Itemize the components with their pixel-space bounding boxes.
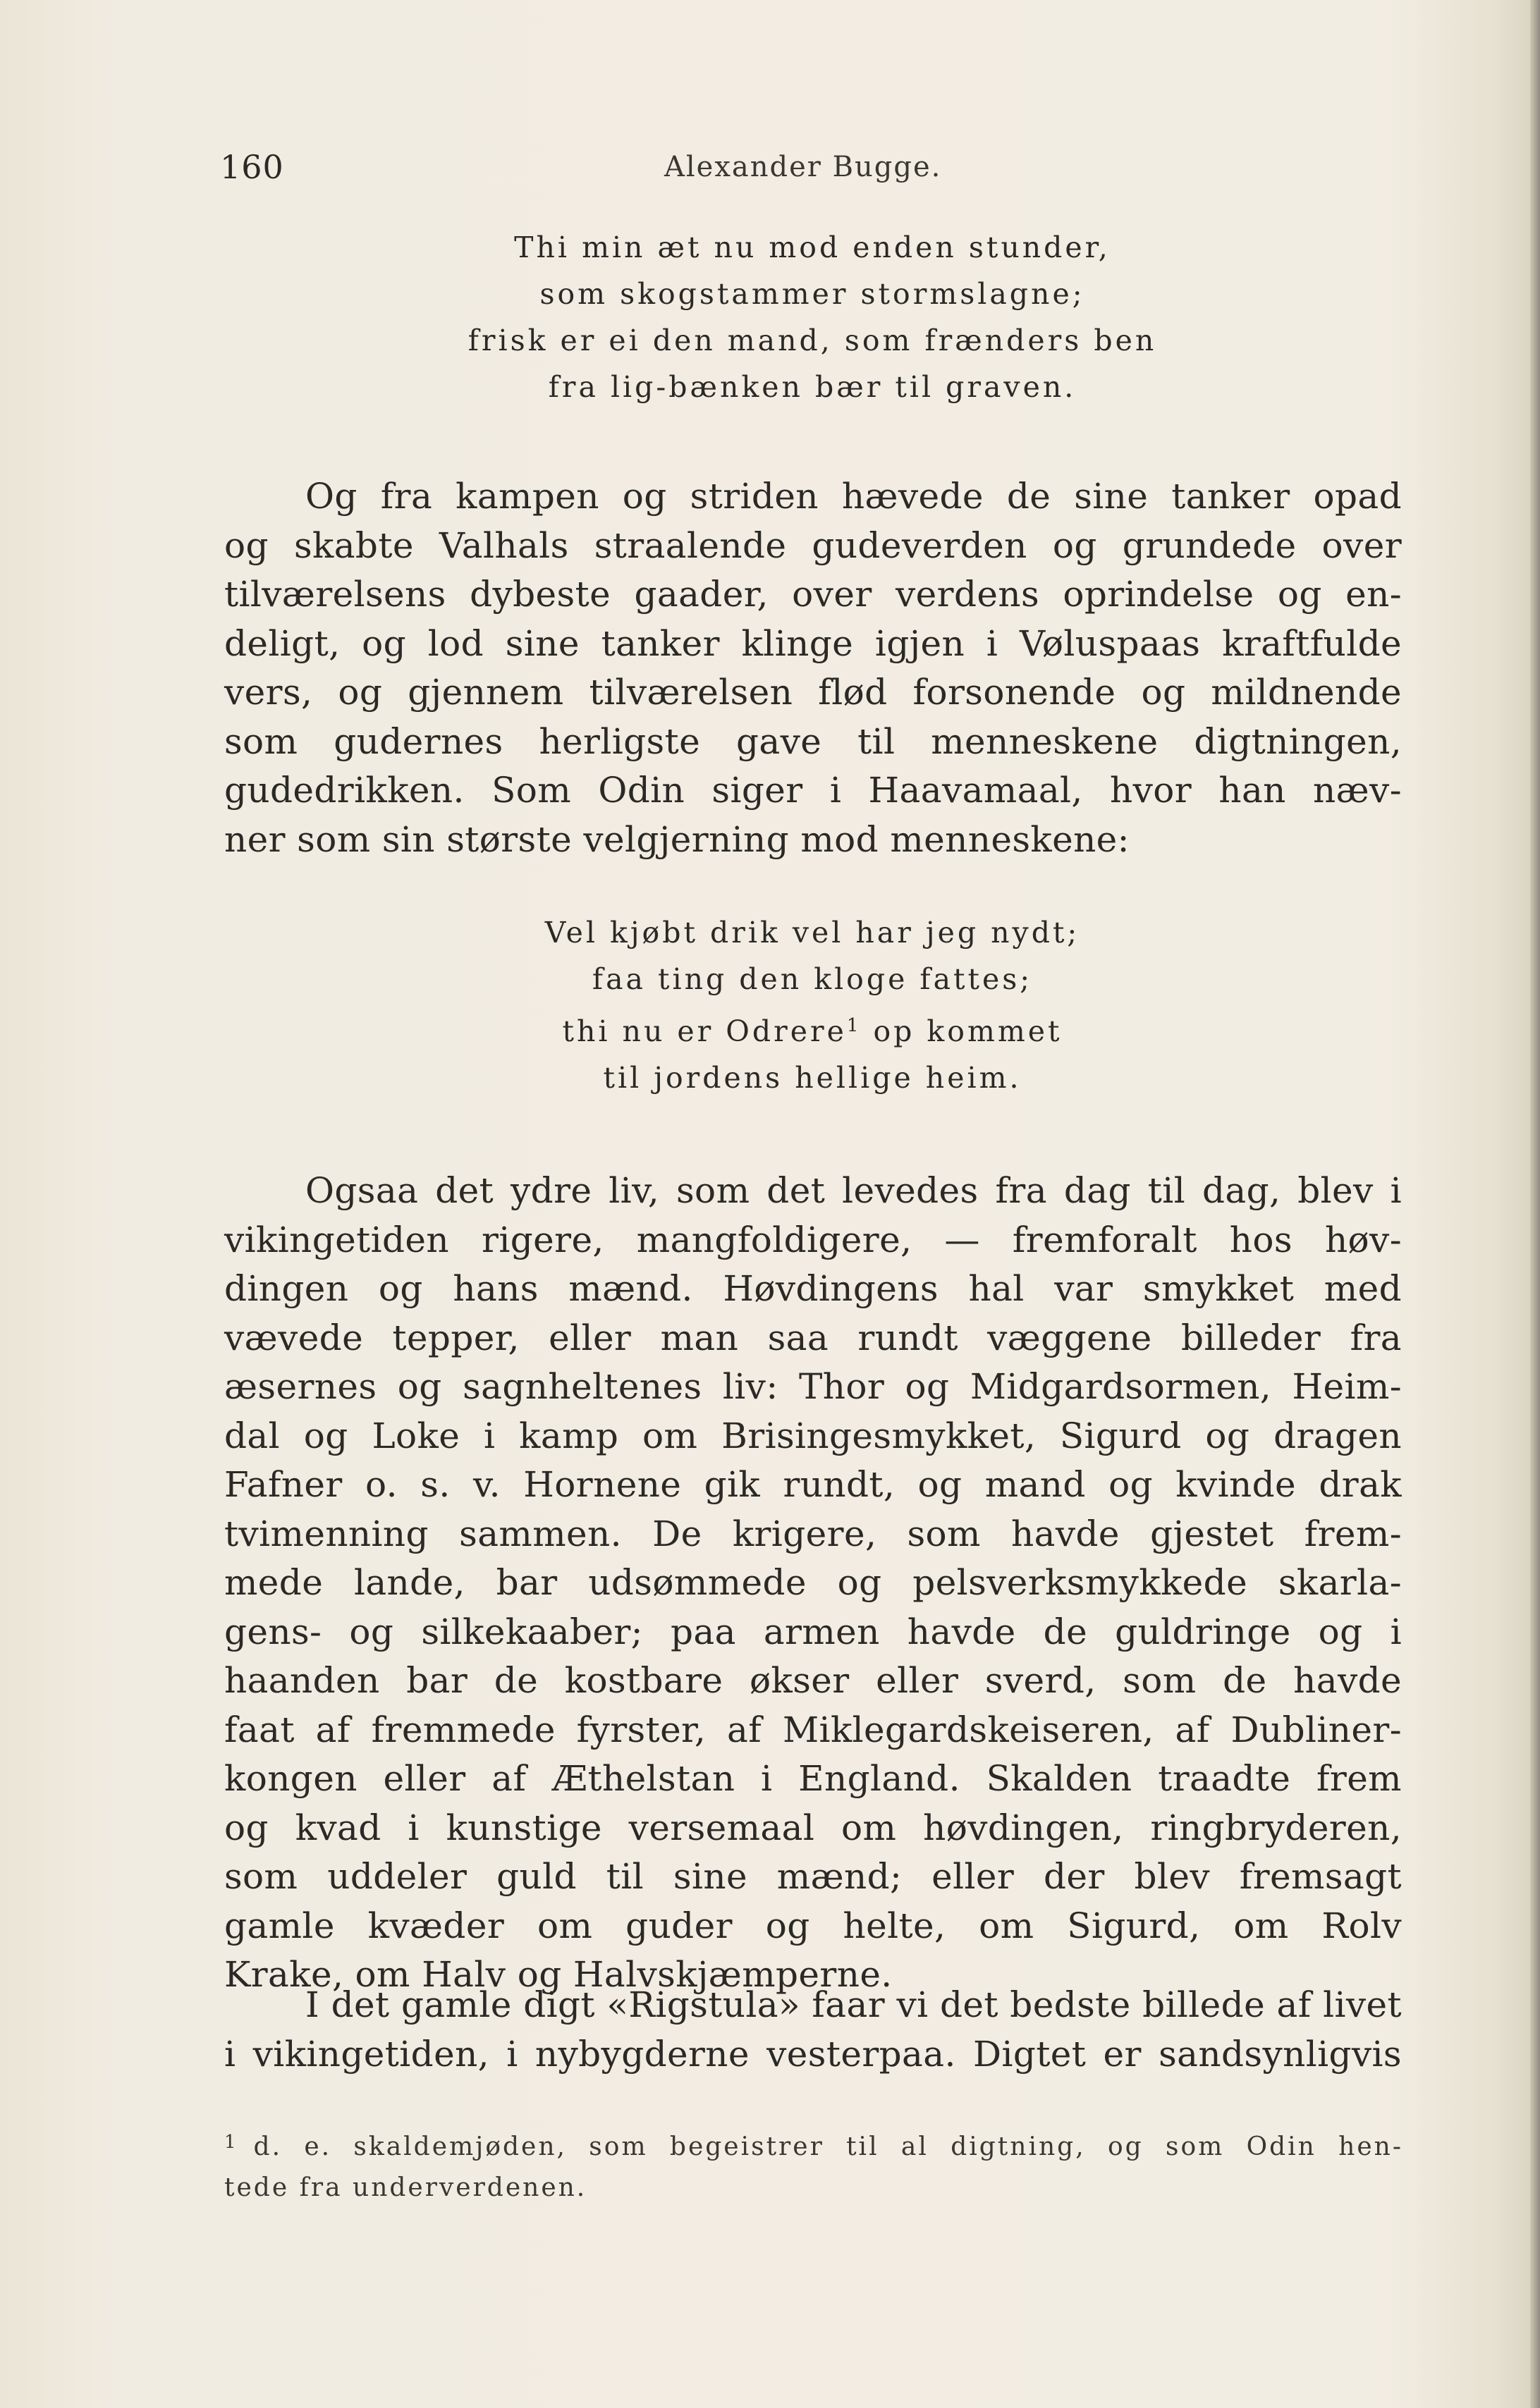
text-line: kongen eller af Æthelstan i England. Skalden traadte frem [224,1758,1402,1799]
text-line: deligt, og lod sine tanker klinge igjen i Vøluspaas kraftfulde [224,622,1402,664]
verse-text: thi nu er Odrere [562,1014,847,1048]
text-line: i vikingetiden, i nybygderne vesterpaa. Digtet er sandsynligvis [224,2033,1402,2075]
page-edge-shadow [1530,0,1540,2408]
text-line: vikingetiden rigere, mangfoldigere, — fremforalt hos høv- [224,1219,1402,1260]
verse-line: som skogstammer stormslagne; [539,277,1085,311]
text-line: som uddeler guld til sine mænd; eller der blev fremsagt [224,1856,1402,1897]
text-line: I det gamle digt «Rigstula» faar vi det bedste billede af livet [305,1984,1402,2025]
text-line: tilværelsens dybeste gaader, over verdens oprindelse og en- [224,574,1402,615]
text-line: og kvad i kunstige versemaal om høvdingen, ringbryderen, [224,1807,1402,1848]
paragraph-1 [224,472,1402,864]
text-line: Og fra kampen og striden hævede de sine tanker opad [305,476,1402,517]
text-line: dal og Loke i kamp om Brisingesmykket, Sigurd og dragen [224,1415,1402,1456]
verse-line-with-footnote [220,1002,1405,1055]
paragraph-3 [224,1981,1402,2079]
running-head: Alexander Bugge. [664,151,942,183]
text-line: mede lande, bar udsømmede og pelsverksmykkede skarla- [224,1562,1402,1603]
text-line: som gudernes herligste gave til menneskene digtningen, [224,720,1402,762]
footnote-reference: 1 [846,1015,862,1036]
verse-stanza-2 [220,909,1405,1101]
verse-line: Thi min æt nu mod enden stunder, [514,231,1111,264]
text-line: dingen og hans mænd. Høvdingens hal var smykket med [224,1268,1402,1309]
text-line: vers, og gjennem tilværelsen flød forsonende og mildnende [224,672,1402,713]
text-line: Ogsaa det ydre liv, som det levedes fra dag til dag, blev i [305,1170,1402,1211]
text-line: gamle kvæder om guder og helte, om Sigurd, om Rolv [224,1905,1402,1946]
footnote-marker: 1 [224,2132,238,2153]
verse-line: fra lig-bænken bær til graven. [548,370,1077,404]
verse-line: frisk er ei den mand, som frænders ben [468,324,1157,357]
verse-line: Vel kjøbt drik vel har jeg nydt; [544,916,1080,950]
footnote-text: d. e. skaldemjøden, som begeistrer til al digtning, og som Odin hen- [253,2132,1403,2161]
footnote-line: tede fra underverdenen. [224,2173,587,2202]
page-number: 160 [220,148,284,186]
footnote [224,2122,1403,2209]
text-line: Krake, om Halv og Halvskjæmperne. [224,1954,893,1995]
text-line: vævede tepper, eller man saa rundt væggene billeder fra [224,1317,1402,1358]
text-line: og skabte Valhals straalende gudeverden og grundede over [224,524,1402,566]
text-line: haanden bar de kostbare økser eller sverd, som de havde [224,1660,1402,1701]
text-line: gens- og silkekaaber; paa armen havde de guldringe og i [224,1611,1402,1652]
verse-text: op kommet [861,1014,1063,1048]
page-header [220,148,1405,197]
text-line: ner som sin største velgjerning mod menneskene: [224,818,1130,860]
paragraph-2 [224,1167,1402,2000]
text-line: faat af fremmede fyrster, af Miklegardskeiseren, af Dubliner- [224,1709,1402,1750]
text-line: gudedrikken. Som Odin siger i Haavamaal, hvor han næv- [224,770,1402,811]
text-line: æsernes og sagnheltenes liv: Thor og Midgardsormen, Heim- [224,1366,1402,1407]
verse-line: til jordens hellige heim. [603,1061,1022,1095]
verse-stanza-1 [220,224,1405,410]
text-line: tvimenning sammen. De krigere, som havde gjestet frem- [224,1513,1402,1554]
footnote-line [224,2122,1403,2168]
verse-line: faa ting den kloge fattes; [592,962,1033,996]
text-line: Fafner o. s. v. Hornene gik rundt, og mand og kvinde drak [224,1464,1402,1505]
